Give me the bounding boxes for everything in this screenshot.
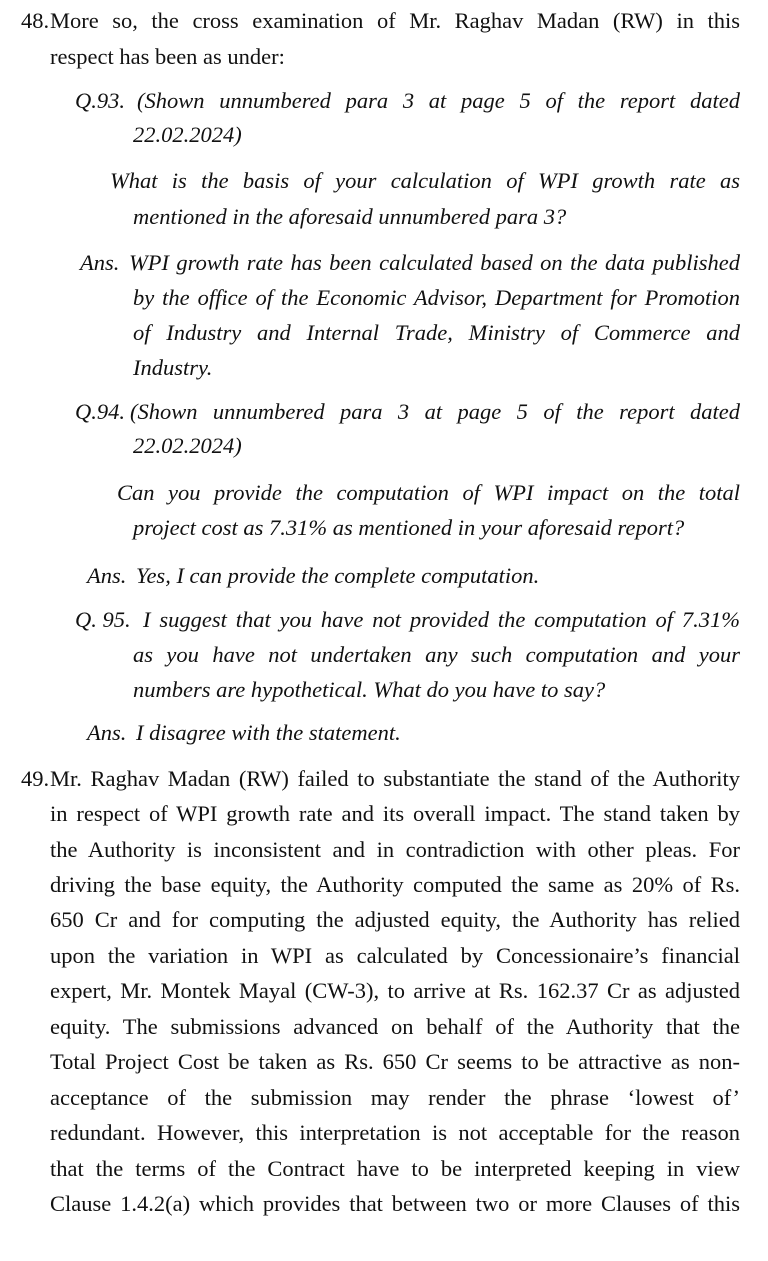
paragraph-line: upon the variation in WPI as calculated by Concessionaire’s financial bbox=[50, 943, 740, 968]
paragraph-line: Clause 1.4.2(a) which provides that between two or more Clauses of this bbox=[50, 1191, 740, 1216]
answer-label: Ans. bbox=[87, 720, 127, 745]
paragraph-number: 49. bbox=[21, 766, 50, 791]
question-line: Can you provide the computation of WPI impact on the total bbox=[117, 480, 740, 505]
paragraph-line: respect has been as under: bbox=[50, 44, 285, 69]
question-line: mentioned in the aforesaid unnumbered para 3? bbox=[133, 204, 567, 229]
answer-line: of Industry and Internal Trade, Ministry of Commerce and bbox=[133, 320, 740, 345]
question-context-line: 22.02.2024) bbox=[133, 433, 242, 458]
question-label: Q.93. bbox=[75, 88, 125, 113]
question-line: What is the basis of your calculation of WPI growth rate as bbox=[110, 168, 740, 193]
paragraph-line: expert, Mr. Montek Mayal (CW-3), to arrive at Rs. 162.37 Cr as adjusted bbox=[50, 978, 740, 1003]
answer-line: Industry. bbox=[133, 355, 213, 380]
question-line: as you have not undertaken any such computation and your bbox=[133, 642, 740, 667]
paragraph-line: redundant. However, this interpretation is not acceptable for the reason bbox=[50, 1120, 740, 1145]
paragraph-line: 650 Cr and for computing the adjusted equity, the Authority has relied bbox=[50, 907, 740, 932]
question-label: Q.94. bbox=[75, 399, 125, 424]
paragraph-line: driving the base equity, the Authority computed the same as 20% of Rs. bbox=[50, 872, 740, 897]
answer-label: Ans. bbox=[80, 250, 120, 275]
paragraph-line: More so, the cross examination of Mr. Raghav Madan (RW) in this bbox=[50, 8, 740, 33]
paragraph-line: in respect of WPI growth rate and its overall impact. The stand taken by bbox=[50, 801, 740, 826]
answer-label: Ans. bbox=[87, 563, 127, 588]
answer-line: I disagree with the statement. bbox=[136, 720, 401, 745]
question-context-line: 22.02.2024) bbox=[133, 122, 242, 147]
paragraph-line: that the terms of the Contract have to be interpreted keeping in view bbox=[50, 1156, 740, 1181]
answer-line: WPI growth rate has been calculated based on the data published bbox=[129, 250, 740, 275]
question-line: I suggest that you have not provided the computation of 7.31% bbox=[143, 607, 740, 632]
question-label: Q. 95. bbox=[75, 607, 131, 632]
paragraph-number: 48. bbox=[21, 8, 50, 33]
paragraph-line: Mr. Raghav Madan (RW) failed to substantiate the stand of the Authority bbox=[50, 766, 740, 791]
question-line: numbers are hypothetical. What do you have to say? bbox=[133, 677, 606, 702]
paragraph-line: Total Project Cost be taken as Rs. 650 Cr seems to be attractive as non- bbox=[50, 1049, 740, 1074]
question-context-line: (Shown unnumbered para 3 at page 5 of the report dated bbox=[130, 399, 740, 424]
answer-line: by the office of the Economic Advisor, Department for Promotion bbox=[133, 285, 740, 310]
paragraph-line: the Authority is inconsistent and in contradiction with other pleas. For bbox=[50, 837, 740, 862]
paragraph-line: acceptance of the submission may render the phrase ‘lowest of’ bbox=[50, 1085, 740, 1110]
answer-line: Yes, I can provide the complete computation. bbox=[136, 563, 540, 588]
question-context-line: (Shown unnumbered para 3 at page 5 of the report dated bbox=[137, 88, 740, 113]
question-line: project cost as 7.31% as mentioned in your aforesaid report? bbox=[133, 515, 685, 540]
paragraph-line: equity. The submissions advanced on behalf of the Authority that the bbox=[50, 1014, 740, 1039]
